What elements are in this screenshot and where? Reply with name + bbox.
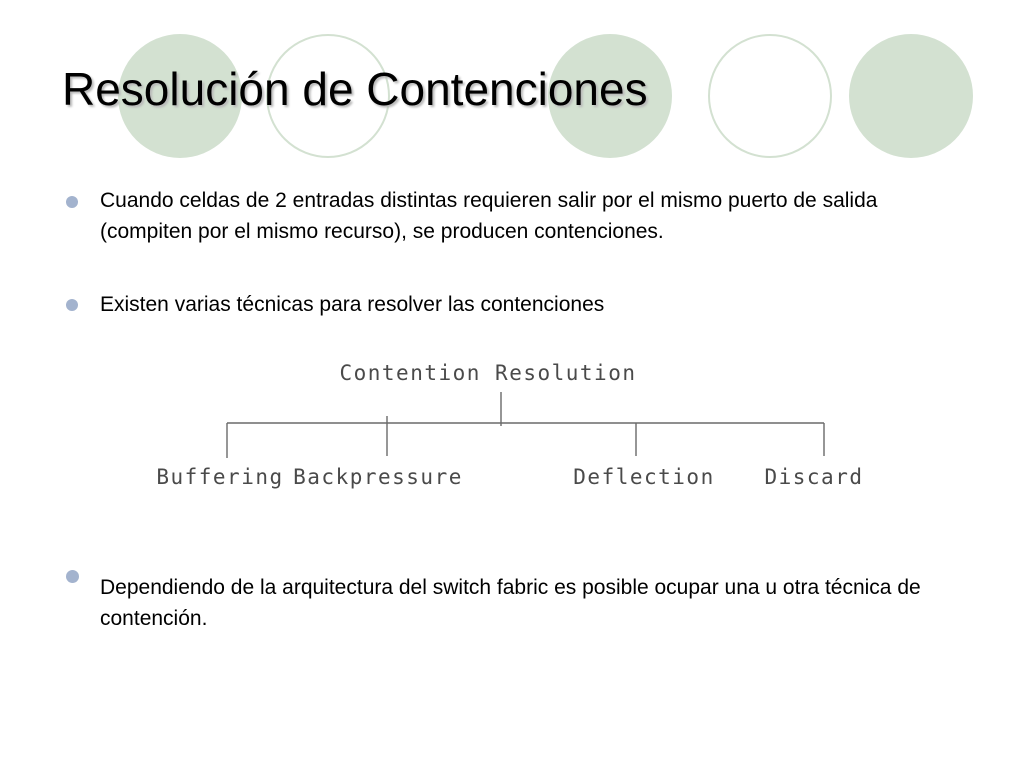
diagram-node-buffering: Buffering — [156, 465, 284, 489]
bullet-text: Dependiendo de la arquitectura del switch fabric es posible ocupar una u otra técnica de contención. — [100, 576, 921, 630]
bullet-icon — [66, 570, 79, 583]
diagram-node-deflection: Deflection — [573, 465, 715, 489]
bullet-icon — [66, 299, 78, 311]
bullet-text: Cuando celdas de 2 entradas distintas requieren salir por el mismo puerto de salida (compiten por el mismo recurso), se producen contenciones. — [100, 189, 878, 243]
diagram-root-label: Contention Resolution — [339, 361, 637, 385]
bullet-text: Existen varias técnicas para resolver las contenciones — [100, 293, 605, 316]
contention-resolution-diagram — [140, 350, 900, 510]
diagram-node-discard: Discard — [764, 465, 864, 489]
decorative-circle-outline — [708, 34, 832, 158]
bullet-icon — [66, 196, 78, 208]
slide-title: Resolución de Contenciones — [62, 63, 648, 115]
diagram-node-backpressure: Backpressure — [293, 465, 463, 489]
decorative-circle-filled — [849, 34, 973, 158]
